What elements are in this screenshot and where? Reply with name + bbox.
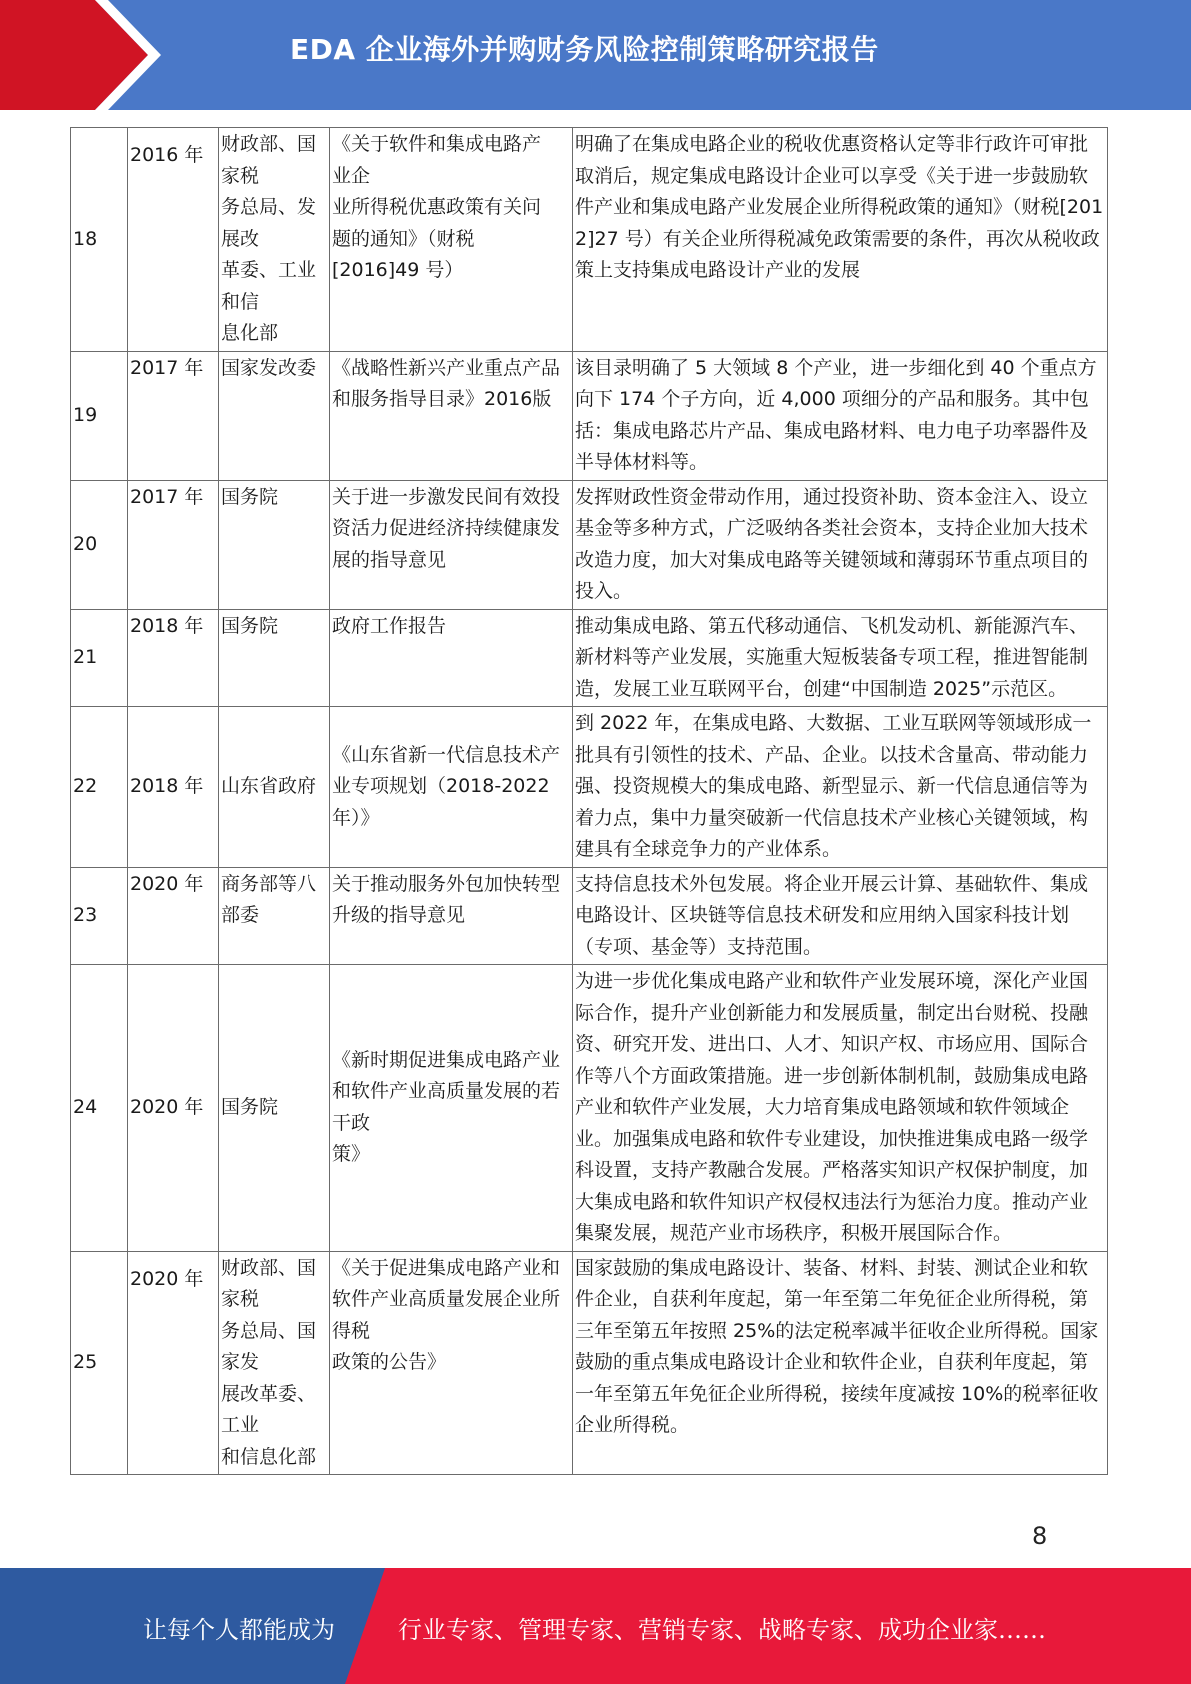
document-title: 关于进一步激发民间有效投资活力促进经济持续健康发展的指导意见: [332, 485, 561, 571]
department-cell: [219, 707, 330, 868]
row-number: 22: [73, 775, 98, 797]
department-text: 家税: [221, 1288, 260, 1310]
department-cell: [219, 867, 330, 965]
row-number-cell: [71, 867, 128, 965]
row-number: 24: [73, 1096, 98, 1118]
description-text: 为进一步优化集成电路产业和软件产业发展环境，深化产业国际合作，提升产业创新能力和发展质量，制定出台财税、投融资、研究开发、进出口、人才、知识产权、市场应用、国际合作等八个方面政策措施。进一步创新体制机制，鼓励集成电路产业和软件产业发展，大力培育集成电路领域和软件领域企业。加强集成电路和软件专业建设，加快推进集成电路一级学科设置，支持产教融合发展。严格落实知识产权保护制度，加大集成电路和软件知识产权侵权违法行为惩治力度。推动产业集聚发展，规范产业市场秩序，积极开展国际合作。: [575, 970, 1089, 1244]
year-text: 2018 年: [130, 614, 204, 637]
description-cell: [573, 707, 1108, 868]
year-text: 2020 年: [130, 1267, 204, 1290]
document-title: 政府工作报告: [332, 614, 447, 637]
table-row: [71, 609, 1108, 707]
document-title: 《山东省新一代信息技术产业专项规划（2018-2022 年）》: [332, 743, 561, 829]
department-text: 展改革委、: [221, 1382, 317, 1405]
document-cell: [330, 128, 573, 352]
department-text: 家税: [221, 164, 260, 187]
table-row: [71, 128, 1108, 352]
year-text: 2017 年: [130, 356, 204, 379]
document-cell: [330, 965, 573, 1252]
document-title: 政策的公告》: [332, 1351, 447, 1373]
table-row: [71, 480, 1108, 609]
row-number-cell: [71, 609, 128, 707]
description-text: 明确了在集成电路企业的税收优惠资格认定等非行政许可审批取消后，规定集成电路设计企业可以享受《关于进一步鼓励软件产业和集成电路产业发展企业所得税政策的通知》（财税[2012]27 号）有关企业所得税减免政策需要的条件，再次从税收政策上支持集成电路设计产业的发展: [575, 133, 1104, 281]
year-text: 2020 年: [130, 1096, 204, 1118]
table-row: [71, 867, 1108, 965]
table-row: [71, 1251, 1108, 1475]
document-cell: [330, 351, 573, 480]
department-text: 工业: [221, 1414, 260, 1436]
policy-table: [70, 127, 1108, 1475]
department-text: 和信息化部: [221, 1445, 317, 1468]
department-cell: [219, 351, 330, 480]
year-cell: [128, 609, 219, 707]
description-cell: [573, 128, 1108, 352]
document-title: 《战略性新兴产业重点产品和服务指导目录》2016版: [332, 356, 561, 410]
document-cell: [330, 707, 573, 868]
document-title: 《关于促进集成电路产业和软件产业高质量发展企业所得税: [332, 1256, 561, 1342]
description-text: 发挥财政性资金带动作用，通过投资补助、资本金注入、设立基金等多种方式，广泛吸纳各类社会资本，支持企业加大技术改造力度，加大对集成电路等关键领域和薄弱环节重点项目的投入。: [575, 485, 1089, 602]
document-cell: [330, 1251, 573, 1475]
year-cell: [128, 867, 219, 965]
description-text: 该目录明确了 5 大领域 8 个产业，进一步细化到 40 个重点方向下 174 个子方向，近 4,000 项细分的产品和服务。其中包括：集成电路芯片产品、集成电路材料、电力电子功率器件及半导体材料等。: [575, 356, 1097, 473]
department-text: 革委、工业: [221, 259, 317, 281]
department-text: 国家发改委: [221, 356, 317, 379]
department-text: 息化部: [221, 322, 279, 344]
description-cell: [573, 609, 1108, 707]
row-number-cell: [71, 351, 128, 480]
description-text: 支持信息技术外包发展。将企业开展云计算、基础软件、集成电路设计、区块链等信息技术研发和应用纳入国家科技计划（专项、基金等）支持范围。: [575, 872, 1089, 958]
department-cell: [219, 965, 330, 1252]
description-text: 到 2022 年，在集成电路、大数据、工业互联网等领域形成一批具有引领性的技术、产品、企业。以技术含量高、带动能力强、投资规模大的集成电路、新型显示、新一代信息通信等为着力点，集中力量突破新一代信息技术产业核心关键领域，构建具有全球竞争力的产业体系。: [575, 712, 1092, 860]
footer-slogan-left: 让每个人都能成为: [143, 1616, 335, 1644]
department-text: 国务院: [221, 1096, 279, 1118]
document-title: 策》: [332, 1143, 371, 1166]
department-text: 务总局、发: [221, 196, 317, 218]
page-footer: [0, 1568, 1191, 1684]
page-number: 8: [1032, 1522, 1048, 1550]
year-text: 2020 年: [130, 872, 204, 895]
document-title: [2016]49 号）: [332, 259, 464, 281]
document-title: 业所得税优惠政策有关问: [332, 196, 542, 218]
row-number-cell: [71, 480, 128, 609]
department-text: 务总局、国: [221, 1319, 317, 1342]
row-number-cell: [71, 707, 128, 868]
document-title: 关于推动服务外包加快转型升级的指导意见: [332, 872, 561, 926]
year-cell: [128, 707, 219, 868]
year-cell: [128, 480, 219, 609]
department-text: 财政部、国: [221, 133, 317, 155]
department-text: 商务部等八部委: [221, 872, 317, 926]
description-cell: [573, 351, 1108, 480]
description-text: 推动集成电路、第五代移动通信、飞机发动机、新能源汽车、新材料等产业发展，实施重大短板装备专项工程，推进智能制造，发展工业互联网平台，创建“中国制造 2025”示范区。: [575, 614, 1089, 700]
department-text: 家发: [221, 1351, 260, 1373]
department-text: 山东省政府: [221, 775, 317, 797]
row-number-cell: [71, 128, 128, 352]
year-cell: [128, 965, 219, 1252]
department-text: 国务院: [221, 485, 279, 508]
row-number-cell: [71, 1251, 128, 1475]
row-number: 20: [73, 532, 98, 555]
description-cell: [573, 965, 1108, 1252]
year-cell: [128, 1251, 219, 1475]
document-cell: [330, 480, 573, 609]
header-title: EDA 企业海外并购财务风险控制策略研究报告: [290, 33, 879, 66]
footer-slogan-right: 行业专家、管理专家、营销专家、战略专家、成功企业家……: [398, 1616, 1046, 1644]
row-number: 23: [73, 904, 98, 926]
table-row: [71, 351, 1108, 480]
department-cell: [219, 128, 330, 352]
department-text: 展改: [221, 227, 260, 250]
row-number: 25: [73, 1351, 98, 1373]
year-cell: [128, 351, 219, 480]
year-text: 2016 年: [130, 144, 204, 166]
document-title: 题的通知》（财税: [332, 227, 475, 250]
year-text: 2017 年: [130, 485, 204, 508]
year-text: 2018 年: [130, 775, 204, 797]
description-cell: [573, 867, 1108, 965]
department-cell: [219, 480, 330, 609]
table-row: [71, 965, 1108, 1252]
page-header: [0, 0, 1191, 110]
department-text: 国务院: [221, 614, 279, 637]
department-cell: [219, 609, 330, 707]
table-row: [71, 707, 1108, 868]
document-cell: [330, 609, 573, 707]
department-cell: [219, 1251, 330, 1475]
row-number: 19: [73, 403, 98, 426]
description-text: 国家鼓励的集成电路设计、装备、材料、封装、测试企业和软件企业，自获利年度起，第一年至第二年免征企业所得税，第三年至第五年按照 25%的法定税率减半征收企业所得税。国家鼓励的重点集成电路设计企业和软件企业，自获利年度起，第一年至第五年免征企业所得税，接续年度减按 10%的税率征收企业所得税。: [575, 1256, 1099, 1436]
document-title: 业企: [332, 164, 371, 187]
department-text: 财政部、国: [221, 1256, 317, 1279]
department-text: 和信: [221, 290, 260, 313]
row-number-cell: [71, 965, 128, 1252]
document-title: 《关于软件和集成电路产: [332, 133, 542, 155]
document-cell: [330, 867, 573, 965]
row-number: 21: [73, 646, 98, 668]
document-title: 《新时期促进集成电路产业和软件产业高质量发展的若干政: [332, 1048, 561, 1134]
description-cell: [573, 480, 1108, 609]
year-cell: [128, 128, 219, 352]
description-cell: [573, 1251, 1108, 1475]
row-number: 18: [73, 227, 98, 250]
